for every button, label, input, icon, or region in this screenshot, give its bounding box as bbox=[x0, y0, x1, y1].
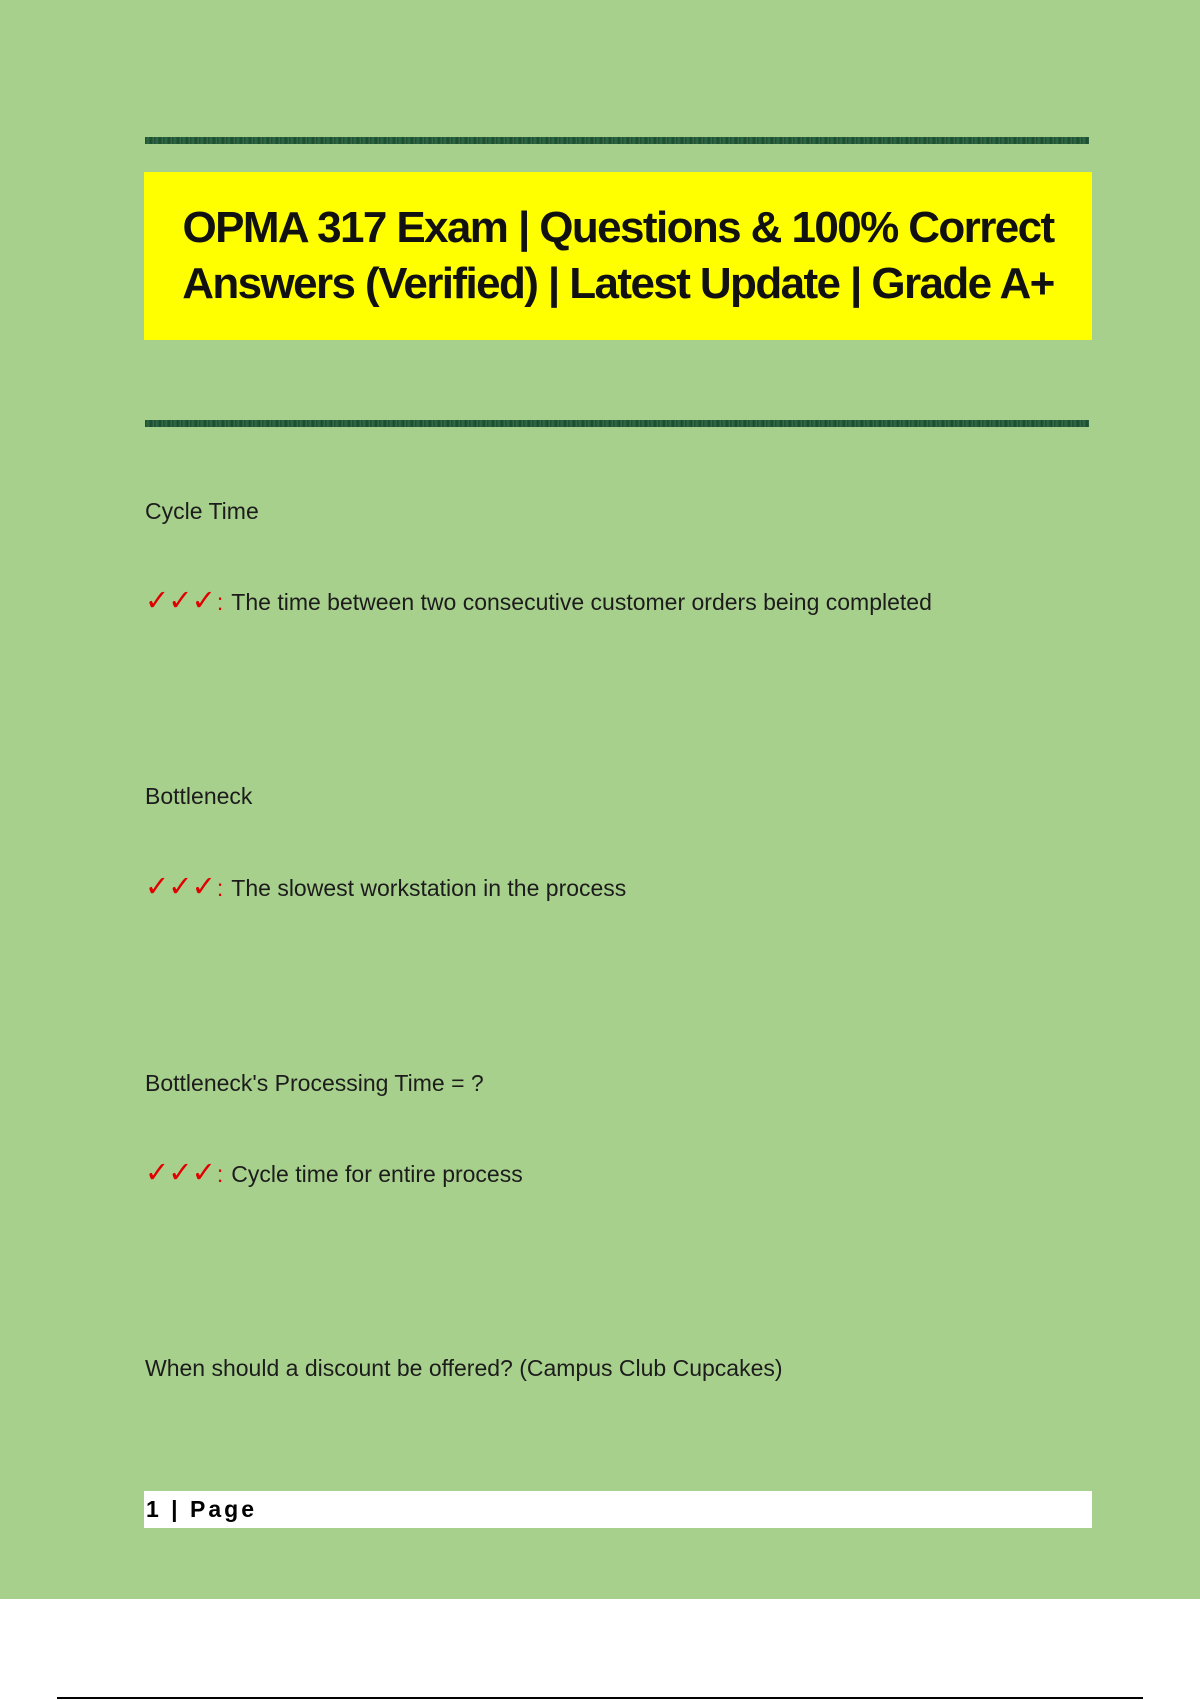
answer-1-text: The time between two consecutive customer orders being completed bbox=[231, 589, 932, 615]
question-2: Bottleneck bbox=[145, 783, 253, 809]
question-1: Cycle Time bbox=[145, 498, 259, 524]
bottom-divider bbox=[145, 420, 1089, 427]
top-divider bbox=[145, 137, 1089, 144]
question-3: Bottleneck's Processing Time = ? bbox=[145, 1070, 484, 1096]
page-bottom-line bbox=[57, 1697, 1143, 1699]
answer-separator: : bbox=[216, 1161, 224, 1187]
answer-separator: : bbox=[216, 875, 224, 901]
answer-2-text: The slowest workstation in the process bbox=[231, 875, 627, 901]
title-highlight-box bbox=[144, 172, 1092, 340]
answer-2 bbox=[145, 869, 626, 903]
check-marks-icon: ✓✓✓ bbox=[145, 1155, 215, 1189]
document-title: OPMA 317 Exam | Questions & 100% Correct Answers (Verified) | Latest Update | Grade A+ bbox=[182, 203, 1054, 308]
answer-1 bbox=[145, 583, 932, 617]
check-marks-icon: ✓✓✓ bbox=[145, 869, 215, 903]
question-4: When should a discount be offered? (Campus Club Cupcakes) bbox=[145, 1355, 783, 1381]
page-number: 1 | Page bbox=[146, 1496, 257, 1522]
answer-separator: : bbox=[216, 589, 224, 615]
answer-3-text: Cycle time for entire process bbox=[231, 1161, 523, 1187]
page-footer bbox=[144, 1491, 1092, 1528]
answer-3 bbox=[145, 1155, 523, 1189]
check-marks-icon: ✓✓✓ bbox=[145, 583, 215, 617]
